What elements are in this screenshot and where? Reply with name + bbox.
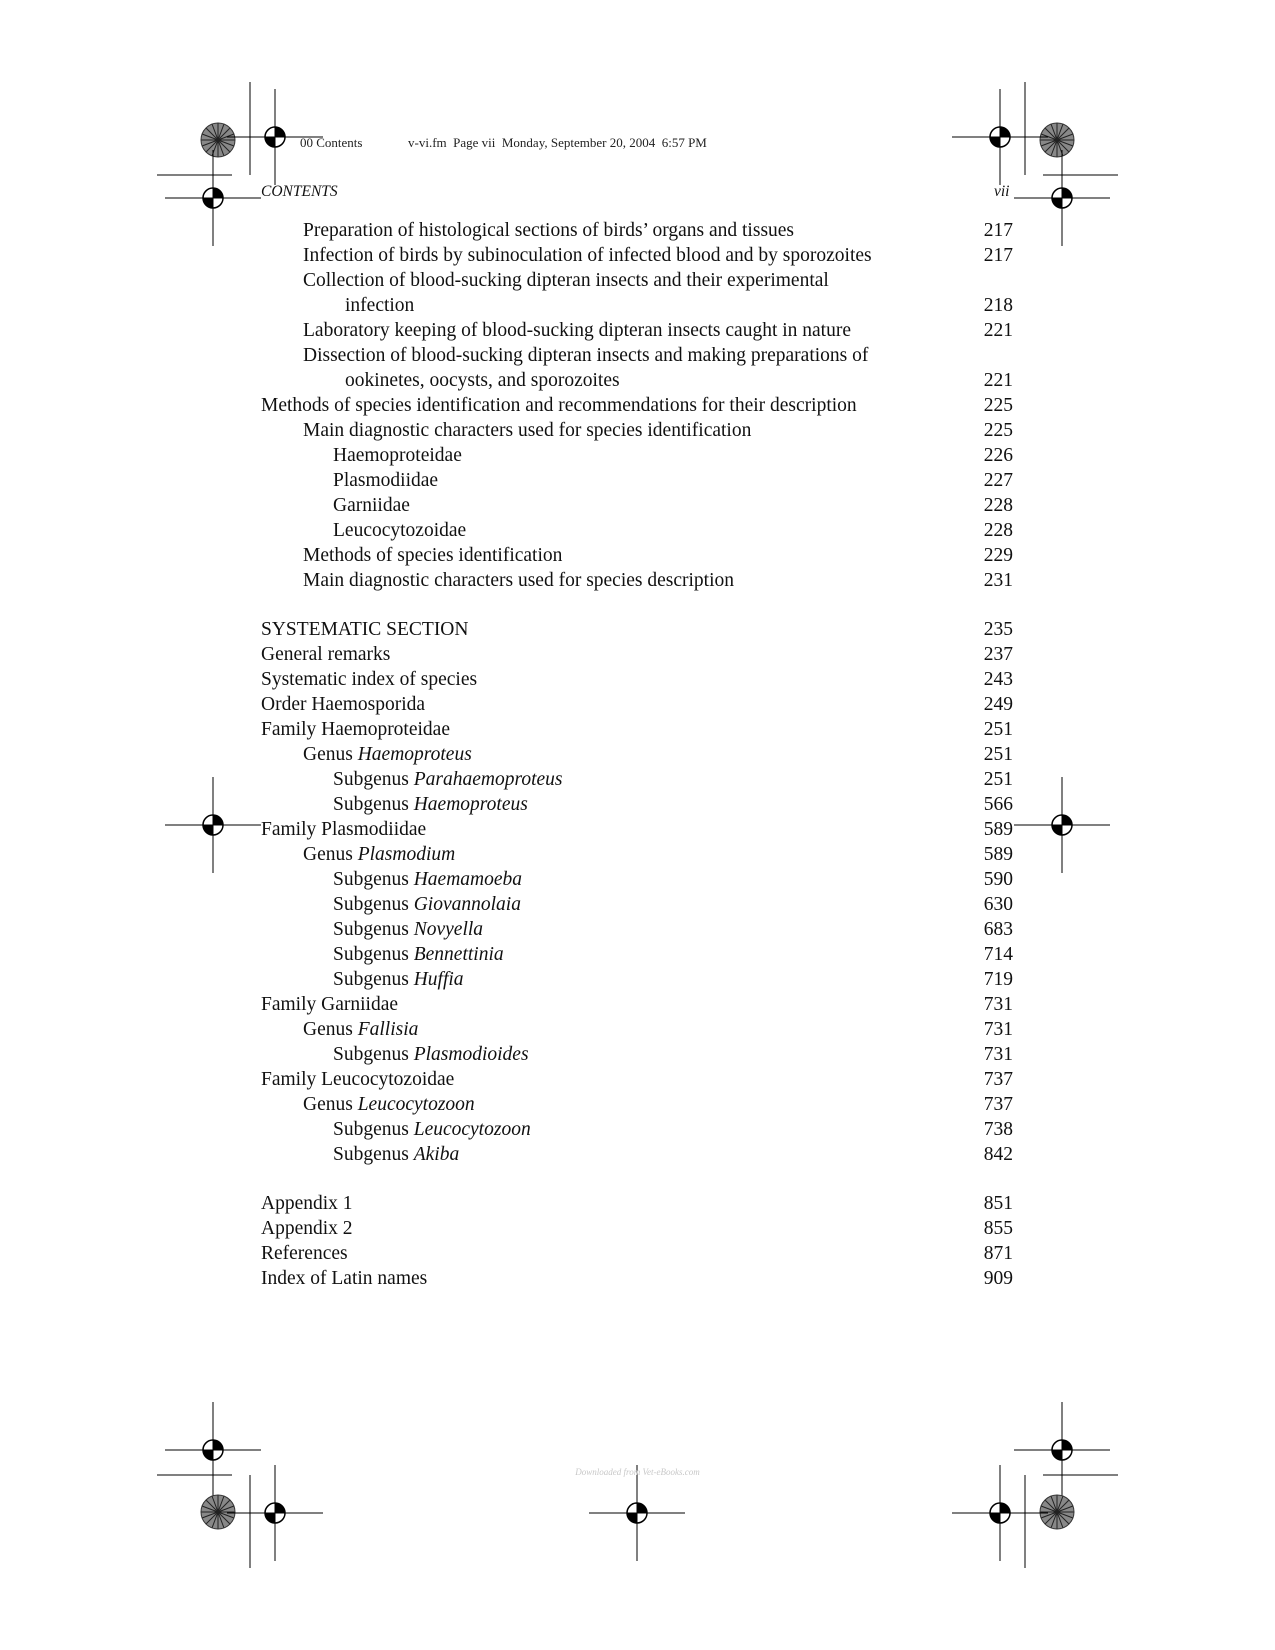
toc-entry-title: Garniidae	[333, 495, 410, 516]
toc-entry-title: Main diagnostic characters used for species identification	[303, 420, 752, 441]
toc-entry-page: 251	[983, 769, 1013, 790]
toc-entry-title: Leucocytozoidae	[333, 520, 467, 541]
toc-entry	[261, 1191, 1013, 1216]
toc-entry-title: Index of Latin names	[261, 1268, 428, 1289]
toc-entry-page: 226	[983, 445, 1013, 466]
toc-entry-page: 235	[983, 619, 1013, 640]
toc-rank: Subgenus	[333, 1144, 409, 1165]
toc-entry	[261, 1117, 1013, 1142]
taxon-name: Plasmodioides	[413, 1044, 529, 1065]
toc-entry-page: 251	[983, 744, 1013, 765]
toc-block-methods	[261, 218, 1013, 593]
toc-entry	[261, 1142, 1013, 1167]
toc-rank: Subgenus	[333, 969, 409, 990]
toc-entry-title	[303, 742, 1013, 767]
toc-entry	[261, 867, 1013, 892]
toc-rank: Subgenus	[333, 769, 409, 790]
toc-rank: Subgenus	[333, 944, 409, 965]
toc-entry	[261, 468, 1013, 493]
toc-entry	[261, 667, 1013, 692]
taxon-name: Haemoproteus	[413, 794, 528, 815]
toc-entry-title: Appendix 2	[261, 1218, 353, 1239]
toc-entry-page: 227	[983, 470, 1013, 491]
toc-entry-title: Preparation of histological sections of birds’ organs and tissues	[303, 220, 795, 241]
section-spacer	[261, 1167, 1013, 1191]
toc-entry-title: Laboratory keeping of blood-sucking dipteran insects caught in nature	[303, 320, 851, 341]
toc-rank: Genus	[303, 1094, 353, 1115]
toc-entry	[261, 617, 1013, 642]
taxon-name: Haemamoeba	[413, 869, 523, 890]
toc-entry-page: 871	[983, 1243, 1013, 1264]
toc-entry	[261, 642, 1013, 667]
toc-entry-title: Family Haemoproteidae	[261, 719, 450, 740]
toc-entry-title: General remarks	[261, 644, 391, 665]
toc-entry-page: 737	[983, 1094, 1013, 1115]
toc-entry-page: 237	[983, 644, 1013, 665]
crop-marks-top	[157, 82, 1118, 175]
toc-entry-page: 228	[983, 495, 1013, 516]
toc-entry-title	[303, 842, 1013, 867]
toc-entry-page: 251	[983, 719, 1013, 740]
watermark: Downloaded from Vet-eBooks.com	[575, 1467, 700, 1477]
toc-entry-page: 218	[983, 295, 1013, 316]
taxon-name: Plasmodium	[357, 844, 456, 865]
toc-entry-title: Family Plasmodiidae	[261, 819, 427, 840]
toc-entry-title	[333, 867, 1013, 892]
toc-entry-title: SYSTEMATIC SECTION	[261, 619, 469, 640]
toc-entry-title: Collection of blood-sucking dipteran insects and their experimental	[303, 270, 829, 291]
toc-entry	[261, 343, 1013, 393]
taxon-name: Akiba	[413, 1144, 460, 1165]
toc-entry-title	[333, 767, 1013, 792]
toc-block-back-matter	[261, 1191, 1013, 1291]
toc-entry-title: Methods of species identification and recommendations for their description	[261, 395, 857, 416]
toc-entry-page: 731	[983, 1044, 1013, 1065]
toc-entry-page: 225	[983, 395, 1013, 416]
toc-entry-page: 217	[983, 220, 1013, 241]
toc-entry	[261, 268, 1013, 318]
toc-entry-page: 731	[983, 1019, 1013, 1040]
toc-rank: Subgenus	[333, 894, 409, 915]
toc-entry-title	[333, 792, 1013, 817]
toc-entry-page: 566	[983, 794, 1013, 815]
toc-entry-title: References	[261, 1243, 348, 1264]
toc-entry	[261, 967, 1013, 992]
toc-entry-title	[333, 942, 1013, 967]
toc-entry	[261, 1266, 1013, 1291]
toc-entry	[261, 243, 1013, 268]
toc-entry-title: Haemoproteidae	[333, 445, 462, 466]
toc-entry-title-continued: ookinetes, oocysts, and sporozoites	[345, 370, 620, 391]
taxon-name: Giovannolaia	[413, 894, 521, 915]
toc-rank: Subgenus	[333, 1119, 409, 1140]
toc-entry-page: 590	[983, 869, 1013, 890]
toc-entry	[261, 518, 1013, 543]
toc-entry-title	[333, 892, 1013, 917]
toc-entry	[261, 568, 1013, 593]
toc-entry-page: 221	[983, 320, 1013, 341]
toc-entry-title	[303, 1092, 1013, 1117]
toc-entry	[261, 767, 1013, 792]
toc-entry-title: Plasmodiidae	[333, 470, 439, 491]
toc-entry-page: 731	[983, 994, 1013, 1015]
toc-entry	[261, 543, 1013, 568]
toc-entry-page: 630	[983, 894, 1013, 915]
toc-entry-title: Family Leucocytozoidae	[261, 1069, 455, 1090]
toc-entry	[261, 1216, 1013, 1241]
toc-entry-title: Infection of birds by subinoculation of infected blood and by sporozoites	[303, 245, 872, 266]
toc-entry	[261, 218, 1013, 243]
toc-entry-page: 851	[983, 1193, 1013, 1214]
toc-entry-title: Order Haemosporida	[261, 694, 426, 715]
toc-entry	[261, 792, 1013, 817]
taxon-name: Fallisia	[357, 1019, 419, 1040]
toc-entry-page: 221	[983, 370, 1013, 391]
toc-rank: Genus	[303, 844, 353, 865]
toc-entry-page: 589	[983, 844, 1013, 865]
toc-entry	[261, 1042, 1013, 1067]
toc-entry-page: 249	[983, 694, 1013, 715]
toc-entry	[261, 742, 1013, 767]
toc-entry-title	[333, 1042, 1013, 1067]
toc-entry	[261, 842, 1013, 867]
taxon-name: Parahaemoproteus	[413, 769, 563, 790]
toc-entry-title: Systematic index of species	[261, 669, 478, 690]
toc-entry	[261, 892, 1013, 917]
toc-entry-page: 231	[983, 570, 1013, 591]
toc-rank: Genus	[303, 1019, 353, 1040]
toc-entry	[261, 418, 1013, 443]
toc-entry	[261, 817, 1013, 842]
toc-entry-page: 719	[983, 969, 1013, 990]
toc-entry	[261, 992, 1013, 1017]
page-number: vii	[994, 183, 1010, 200]
taxon-name: Huffia	[413, 969, 464, 990]
toc-entry-title-continued: infection	[345, 295, 415, 316]
toc-entry	[261, 717, 1013, 742]
toc-block-systematic	[261, 617, 1013, 1167]
toc-entry-title: Appendix 1	[261, 1193, 353, 1214]
toc-entry	[261, 318, 1013, 343]
toc-entry-page: 225	[983, 420, 1013, 441]
toc-entry-title	[333, 1117, 1013, 1142]
toc-entry-page: 683	[983, 919, 1013, 940]
toc-entry-page: 229	[983, 545, 1013, 566]
taxon-name: Leucocytozoon	[357, 1094, 475, 1115]
toc-entry-page: 217	[983, 245, 1013, 266]
toc-entry	[261, 1241, 1013, 1266]
taxon-name: Novyella	[413, 919, 484, 940]
section-spacer	[261, 593, 1013, 617]
toc-entry-page: 842	[983, 1144, 1013, 1165]
toc-rank: Subgenus	[333, 794, 409, 815]
toc-entry-page: 737	[983, 1069, 1013, 1090]
toc-entry-page: 714	[983, 944, 1013, 965]
toc-entry-title: Family Garniidae	[261, 994, 399, 1015]
table-of-contents	[261, 218, 1013, 1291]
toc-entry-title	[303, 1017, 1013, 1042]
toc-rank: Subgenus	[333, 869, 409, 890]
slug-file-label: 00 Contents	[300, 135, 363, 150]
toc-rank: Genus	[303, 744, 353, 765]
toc-entry	[261, 917, 1013, 942]
toc-entry	[261, 1092, 1013, 1117]
toc-rank: Subgenus	[333, 1044, 409, 1065]
toc-entry	[261, 393, 1013, 418]
taxon-name: Leucocytozoon	[413, 1119, 531, 1140]
slug-file-info: v-vi.fm Page vii Monday, September 20, 2004 6:57 PM	[408, 135, 707, 150]
toc-entry-title	[333, 917, 1013, 942]
toc-entry-page: 738	[983, 1119, 1013, 1140]
toc-entry	[261, 1017, 1013, 1042]
toc-entry	[261, 443, 1013, 468]
toc-entry-title: Dissection of blood-sucking dipteran insects and making preparations of	[303, 345, 869, 366]
toc-entry-page: 855	[983, 1218, 1013, 1239]
toc-entry-page: 228	[983, 520, 1013, 541]
taxon-name: Bennettinia	[413, 944, 504, 965]
toc-entry-page: 243	[983, 669, 1013, 690]
toc-entry-title	[333, 1142, 1013, 1167]
taxon-name: Haemoproteus	[357, 744, 472, 765]
toc-entry-title: Main diagnostic characters used for species description	[303, 570, 735, 591]
toc-entry	[261, 942, 1013, 967]
toc-entry	[261, 692, 1013, 717]
toc-rank: Subgenus	[333, 919, 409, 940]
running-title: CONTENTS	[261, 183, 338, 200]
toc-entry	[261, 1067, 1013, 1092]
toc-entry-title: Methods of species identification	[303, 545, 563, 566]
toc-entry-page: 589	[983, 819, 1013, 840]
toc-entry-title	[333, 967, 1013, 992]
toc-entry-page: 909	[983, 1268, 1013, 1289]
toc-entry	[261, 493, 1013, 518]
